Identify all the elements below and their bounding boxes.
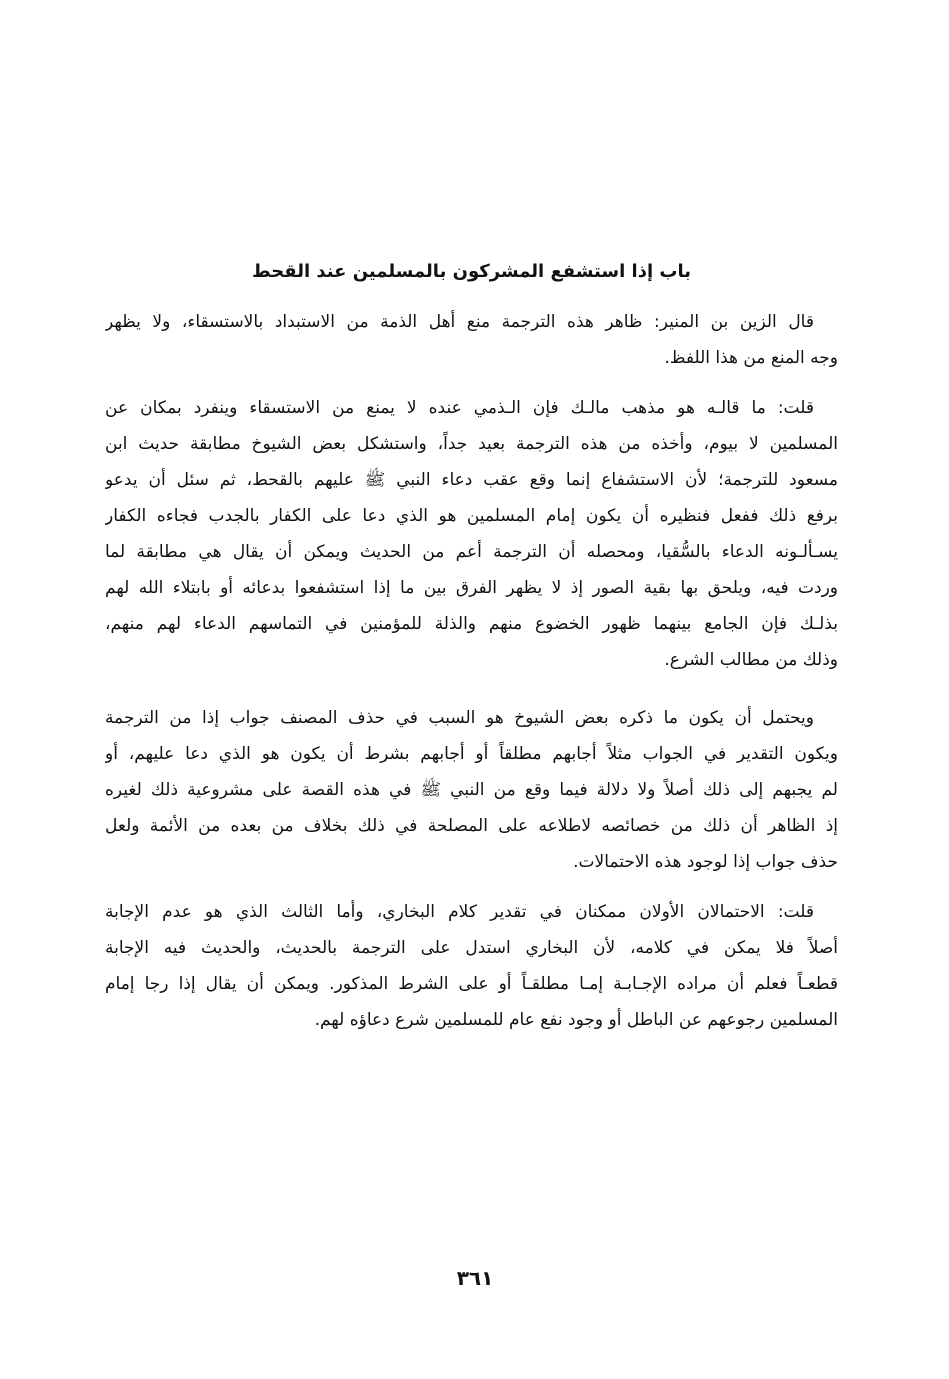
paragraph-1	[105, 304, 838, 376]
text-line: مسعود للترجمة؛ لأن الاستشفاع إنما وقع عقب دعاء النبي ﷺ عليهم بالقحط، ثم سئل أن يدعو	[105, 470, 838, 490]
text-line: قلت: ما قالـه هو مذهب مالـك فإن الـذمي عنده لا يمنع من الاستسقاء وينفرد بمكان عن	[105, 398, 814, 418]
text-line: بذلـك فإن الجامع بينهما ظهور الخضوع منهم والذلة للمؤمنين في التماسهم الدعاء لهم منهم،	[105, 614, 838, 634]
text-line: ويكون التقدير في الجواب مثلاً أجابهم مطلقاً أو أجابهم بشرط أن يكون هو الذي دعا عليهم، أو	[105, 744, 838, 764]
text-line: وجه المنع من هذا اللفظ.	[664, 348, 838, 368]
text-line: المسلمين لا بيوم، وأخذه من هذه الترجمة بعيد جداً، واستشكل بعض الشيوخ مطابقة حديث ابن	[105, 434, 838, 454]
text-line: لم يجبهم إلى ذلك أصلاً ولا دلالة فيما وقع من النبي ﷺ في هذه القصة على مشروعية ذلك لغيره	[105, 780, 838, 800]
text-line: قلت: الاحتمالان الأولان ممكنان في تقدير كلام البخاري، وأما الثالث الذي هو عدم الإجابة	[105, 902, 814, 922]
text-line: برفع ذلك ففعل فنظيره أن يكون إمام المسلمين هو الذي دعا على الكفار بالجدب فجاءه الكفار	[105, 506, 838, 526]
text-line: قطعـاً فعلم أن مراده الإجـابـة إمـا مطلقـاً أو على الشرط المذكور. ويمكن أن يقال إذا رجا إمام	[105, 974, 838, 994]
text-line: ويحتمل أن يكون ما ذكره بعض الشيوخ هو السبب في حذف المصنف جواب إذا من الترجمة	[105, 708, 814, 728]
text-line: قال الزين بن المنير: ظاهر هذه الترجمة منع أهل الذمة من الاستبداد بالاستسقاء، ولا يظهر	[105, 312, 814, 332]
text-line: وذلك من مطالب الشرع.	[664, 650, 838, 670]
text-line: يسـألـونه الدعاء بالسُّقيا، ومحصله أن الترجمة أعم من الحديث ويمكن أن يقال هي مطابقة لما	[105, 542, 838, 562]
text-line: المسلمين رجوعهم عن الباطل أو وجود نفع عام للمسلمين شرع دعاؤه لهم.	[314, 1010, 838, 1030]
text-line: حذف جواب إذا لوجود هذه الاحتمالات.	[573, 852, 838, 872]
paragraph-4	[105, 894, 838, 1038]
paragraph-3	[105, 700, 838, 880]
text-line: أصلاً فلا يمكن في كلامه، لأن البخاري استدل على الترجمة بالحديث، والحديث فيه الإجابة	[105, 938, 838, 958]
page-number: ٣٦١	[456, 1266, 494, 1290]
paragraph-2	[105, 390, 838, 678]
chapter-title: باب إذا استشفع المشركون بالمسلمين عند القحط	[252, 261, 691, 282]
text-line: إذ الظاهر أن ذلك من خصائصه لاطلاعه على المصلحة في ذلك بخلاف من بعده من الأئمة ولعل	[105, 816, 838, 836]
text-line: وردت فيه، ويلحق بها بقية الصور إذ لا يظهر الفرق بين ما إذا استشفعوا بدعائه أو بابتلاء الله لهم	[105, 578, 838, 598]
